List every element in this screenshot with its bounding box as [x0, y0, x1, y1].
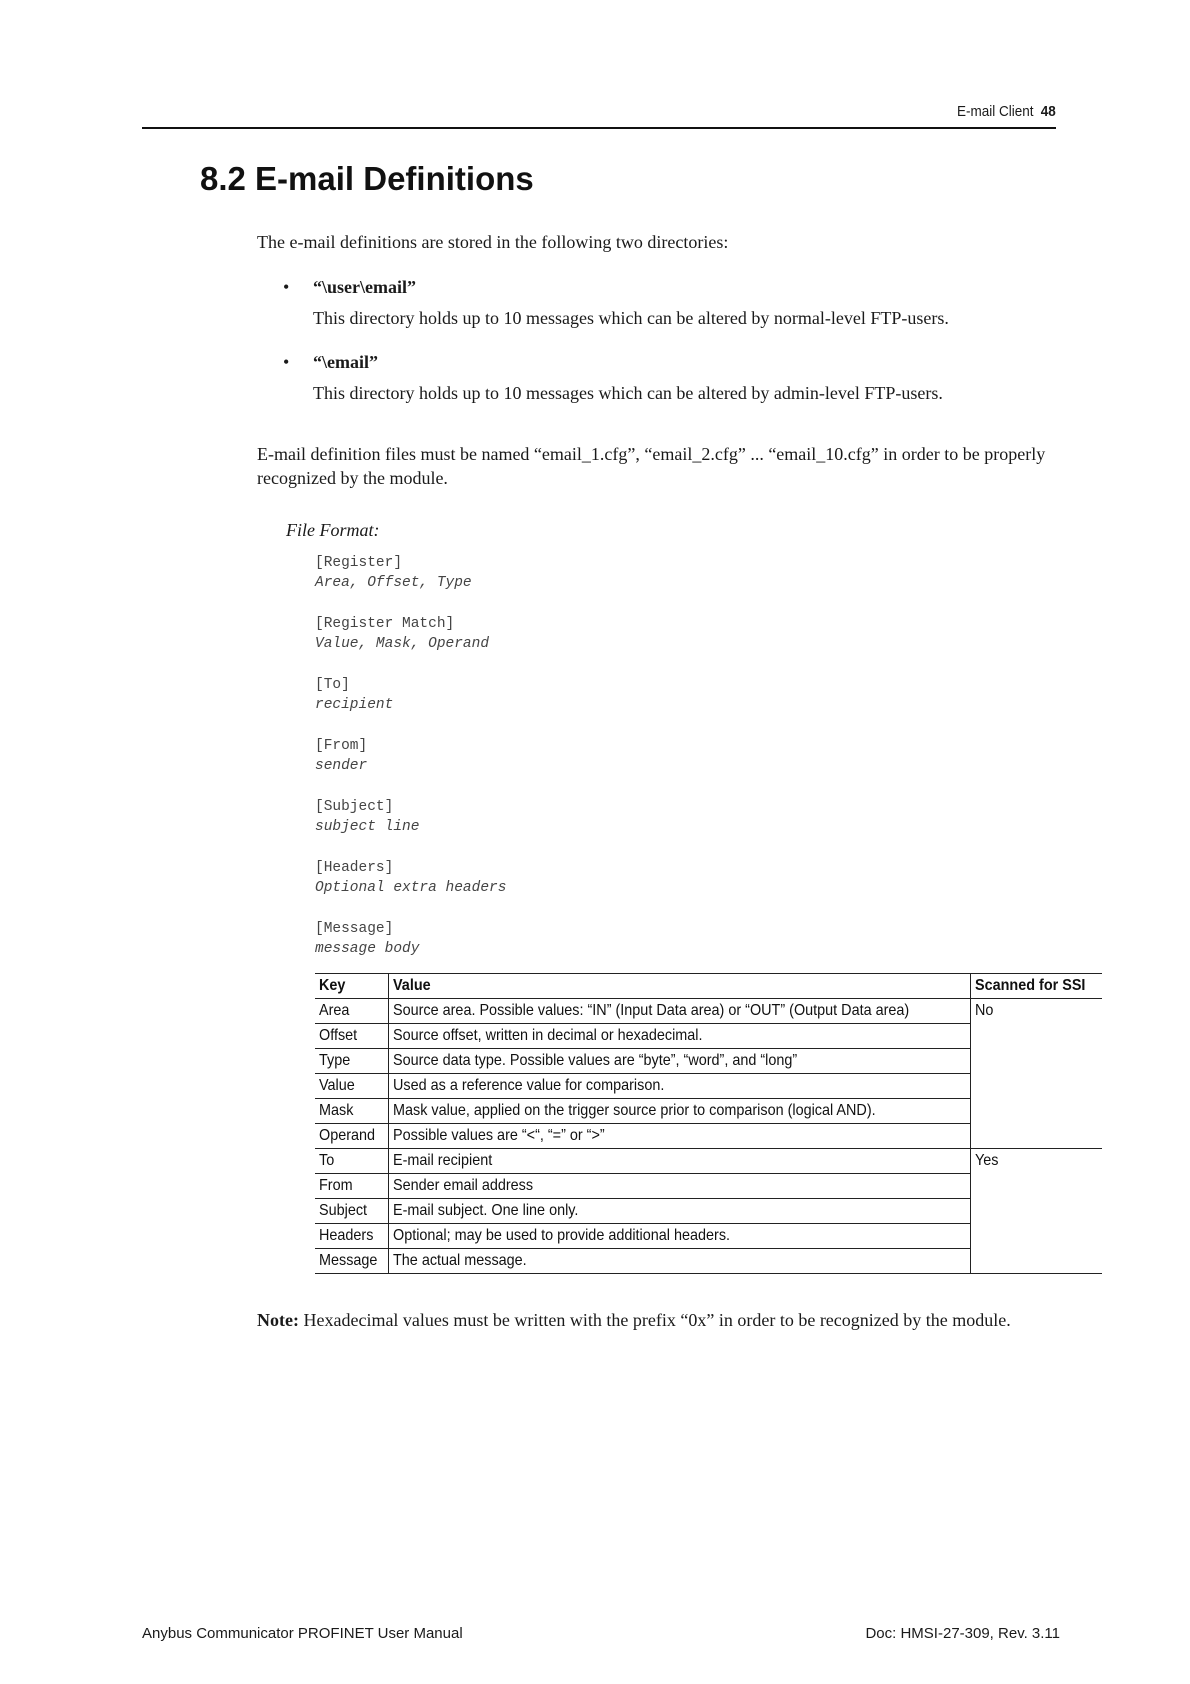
bullet-description: This directory holds up to 10 messages which can be altered by normal-level FTP-users.: [313, 308, 949, 328]
value-cell: Optional; may be used to provide additional headers.: [388, 1224, 971, 1249]
definitions-table: [315, 973, 1102, 1274]
code-block: [315, 675, 393, 715]
key-cell: To: [315, 1149, 388, 1174]
running-header: [957, 103, 1056, 120]
code-value: subject line: [315, 819, 420, 835]
code-value: sender: [315, 758, 368, 774]
code-section: [Headers]: [315, 860, 394, 876]
table-row: [315, 1149, 1102, 1174]
code-block: [315, 736, 367, 776]
value-cell: Used as a reference value for comparison.: [388, 1074, 971, 1099]
code-section: [Register Match]: [315, 616, 455, 632]
bullet-title: “\user\email”: [313, 277, 416, 297]
value-cell: E-mail recipient: [388, 1149, 971, 1174]
key-cell: Operand: [315, 1124, 388, 1149]
key-cell: From: [315, 1174, 388, 1199]
code-block: [315, 919, 419, 959]
page-number: 48: [1040, 103, 1056, 120]
value-cell: Source area. Possible values: “IN” (Input Data area) or “OUT” (Output Data area): [388, 999, 971, 1024]
note-label: Note:: [257, 1310, 299, 1330]
column-header-key: Key: [315, 974, 388, 999]
code-value: Area, Offset, Type: [315, 575, 472, 591]
code-section: [To]: [315, 677, 350, 693]
value-cell: Sender email address: [388, 1174, 971, 1199]
value-cell: Mask value, applied on the trigger source prior to comparison (logical AND).: [388, 1099, 971, 1124]
intro-paragraph: The e-mail definitions are stored in the following two directories:: [257, 232, 729, 252]
table-header-row: [315, 974, 1102, 999]
bullet-description: This directory holds up to 10 messages which can be altered by admin-level FTP-users.: [313, 383, 943, 403]
ssi-cell: No: [971, 999, 1102, 1149]
code-section: [From]: [315, 738, 368, 754]
value-cell: Source data type. Possible values are “byte”, “word”, and “long”: [388, 1049, 971, 1074]
code-block: [315, 614, 489, 654]
key-cell: Headers: [315, 1224, 388, 1249]
footer-document-id: Doc: HMSI-27-309, Rev. 3.11: [865, 1625, 1060, 1642]
header-section: E-mail Client: [957, 103, 1034, 120]
naming-paragraph: E-mail definition files must be named “email_1.cfg”, “email_2.cfg” ... “email_10.cfg” in order to be properly recognized by the module.: [257, 444, 1046, 488]
bullet-icon: •: [283, 352, 290, 372]
key-cell: Area: [315, 999, 388, 1024]
value-cell: The actual message.: [388, 1249, 971, 1274]
table-row: [315, 999, 1102, 1024]
key-cell: Type: [315, 1049, 388, 1074]
key-cell: Mask: [315, 1099, 388, 1124]
code-block: [315, 797, 419, 837]
header-rule: [142, 127, 1056, 129]
note-paragraph: [257, 1310, 1011, 1331]
code-section: [Message]: [315, 921, 394, 937]
bullet-icon: •: [283, 277, 290, 297]
code-value: Optional extra headers: [315, 880, 507, 896]
code-block: [315, 858, 506, 898]
footer-document-title: Anybus Communicator PROFINET User Manual: [142, 1625, 463, 1642]
code-section: [Subject]: [315, 799, 394, 815]
section-title: 8.2 E-mail Definitions: [200, 160, 534, 197]
key-cell: Offset: [315, 1024, 388, 1049]
value-cell: Source offset, written in decimal or hexadecimal.: [388, 1024, 971, 1049]
code-value: message body: [315, 941, 420, 957]
code-section: [Register]: [315, 555, 403, 571]
code-value: recipient: [315, 697, 394, 713]
column-header-value: Value: [388, 974, 971, 999]
key-cell: Message: [315, 1249, 388, 1274]
note-text: Hexadecimal values must be written with the prefix “0x” in order to be recognized by the module.: [303, 1310, 1011, 1330]
key-cell: Value: [315, 1074, 388, 1099]
column-header-ssi: Scanned for SSI: [971, 974, 1102, 999]
bullet-title: “\email”: [313, 352, 378, 372]
key-cell: Subject: [315, 1199, 388, 1224]
value-cell: E-mail subject. One line only.: [388, 1199, 971, 1224]
code-value: Value, Mask, Operand: [315, 636, 490, 652]
value-cell: Possible values are “<“, “=” or “>”: [388, 1124, 971, 1149]
file-format-label: File Format:: [286, 520, 380, 540]
ssi-cell: Yes: [971, 1149, 1102, 1274]
code-block: [315, 553, 472, 593]
